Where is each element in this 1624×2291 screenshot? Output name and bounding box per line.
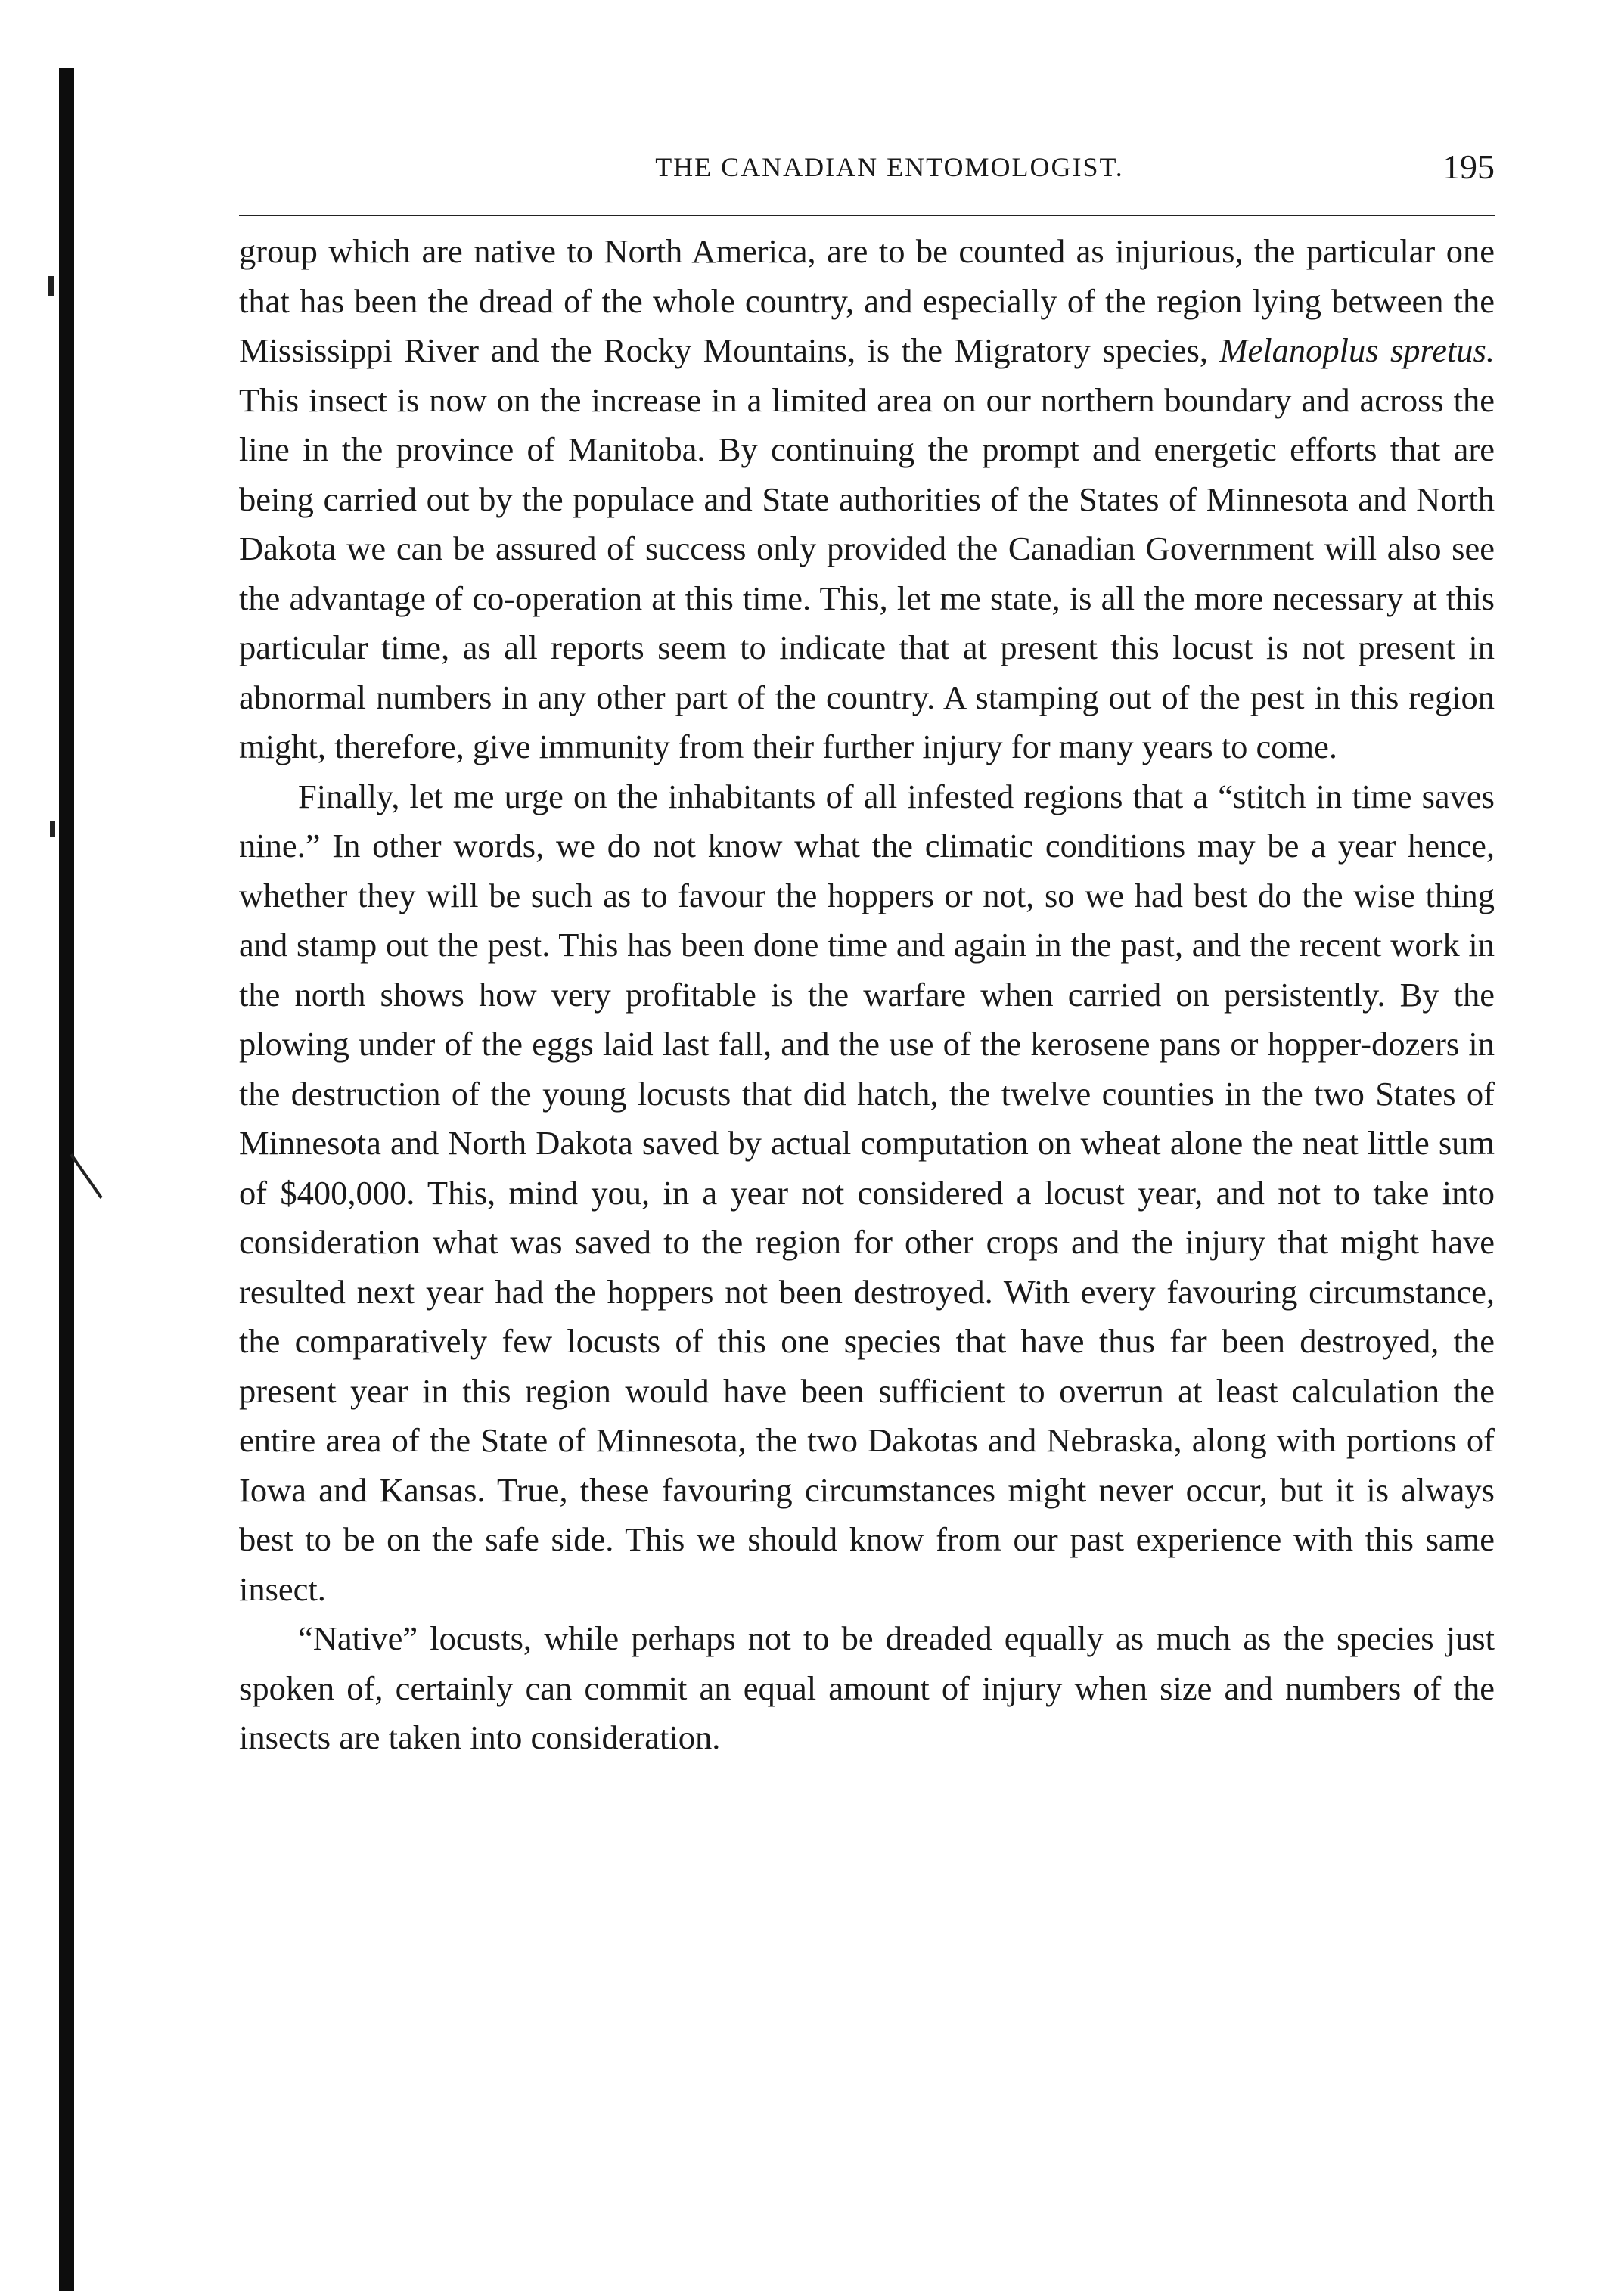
running-title: THE CANADIAN ENTOMOLOGIST. [655, 152, 1124, 182]
species-name: Melanoplus spretus. [1219, 331, 1495, 369]
binding-speck [48, 276, 54, 296]
page-binding-edge [59, 68, 74, 2291]
body-text [239, 227, 1495, 1763]
paragraph-3: “Native” locusts, while perhaps not to be dreaded equally as much as the species just spoken of, certainly can commit an equal amount of injury when size and numbers of the insects are taken into consideration. [239, 1619, 1495, 1756]
running-header [239, 147, 1495, 204]
paragraph-1 [239, 227, 1495, 772]
paragraph-2: Finally, let me urge on the inhabitants of all infested regions that a “stitch in time saves nine.” In other words, we do not know what the climatic conditions may be a year hence, whether they will be such as to favour the hoppers or not, so we had best do the wise thing and stamp out the pest. This has been done time and again in the past, and the recent work in the north shows how very profitable is the warfare when carried on persistently. By the plowing under of the eggs laid last fall, and the use of the kerosene pans or hopper-dozers in the destruction of the young locusts that did hatch, the twelve counties in the two States of Minnesota and North Dakota saved by actual computation on wheat alone the neat little sum of $400,000. This, mind you, in a year not considered a locust year, and not to take into consideration what was saved to the region for other crops and the injury that might have resulted next year had the hoppers not been destroyed. With every favouring circumstance, the comparatively few locusts of this one species that have thus far been destroyed, the present year in this region would have been sufficient to overrun at least calculation the entire area of the State of Minnesota, the two Dakotas and Nebraska, along with portions of Iowa and Kansas. True, these favouring circumstances might never occur, but it is always best to be on the safe side. This we should know from our past experience with this same insect. [239, 777, 1495, 1608]
paragraph-1-text-start: group which are native to North America, are to be counted as injurious, the particular one that has been the dread of the whole country, and especially of the region lying between the Mississippi River and the Rocky Mountains, is the Migratory species, [239, 232, 1495, 369]
paragraph-1-text-end: This insect is now on the increase in a limited area on our northern boundary and across the line in the province of Manitoba. By continuing the prompt and energetic efforts that are being carried out by the populace and State authorities of the States of Minnesota and North Dakota we can be assured of success only provided the Canadian Government will also see the advantage of co-operation at this time. This, let me state, is all the more necessary at this particular time, as all reports seem to indicate that at present this locust is not present in abnormal numbers in any other part of the country. A stamping out of the pest in this region might, therefore, give immunity from their further injury for many years to come. [239, 380, 1495, 765]
binding-speck [70, 1153, 102, 1199]
header-rule [239, 215, 1495, 216]
document-page [239, 147, 1495, 1763]
binding-speck [50, 821, 55, 837]
page-number: 195 [1442, 147, 1495, 186]
